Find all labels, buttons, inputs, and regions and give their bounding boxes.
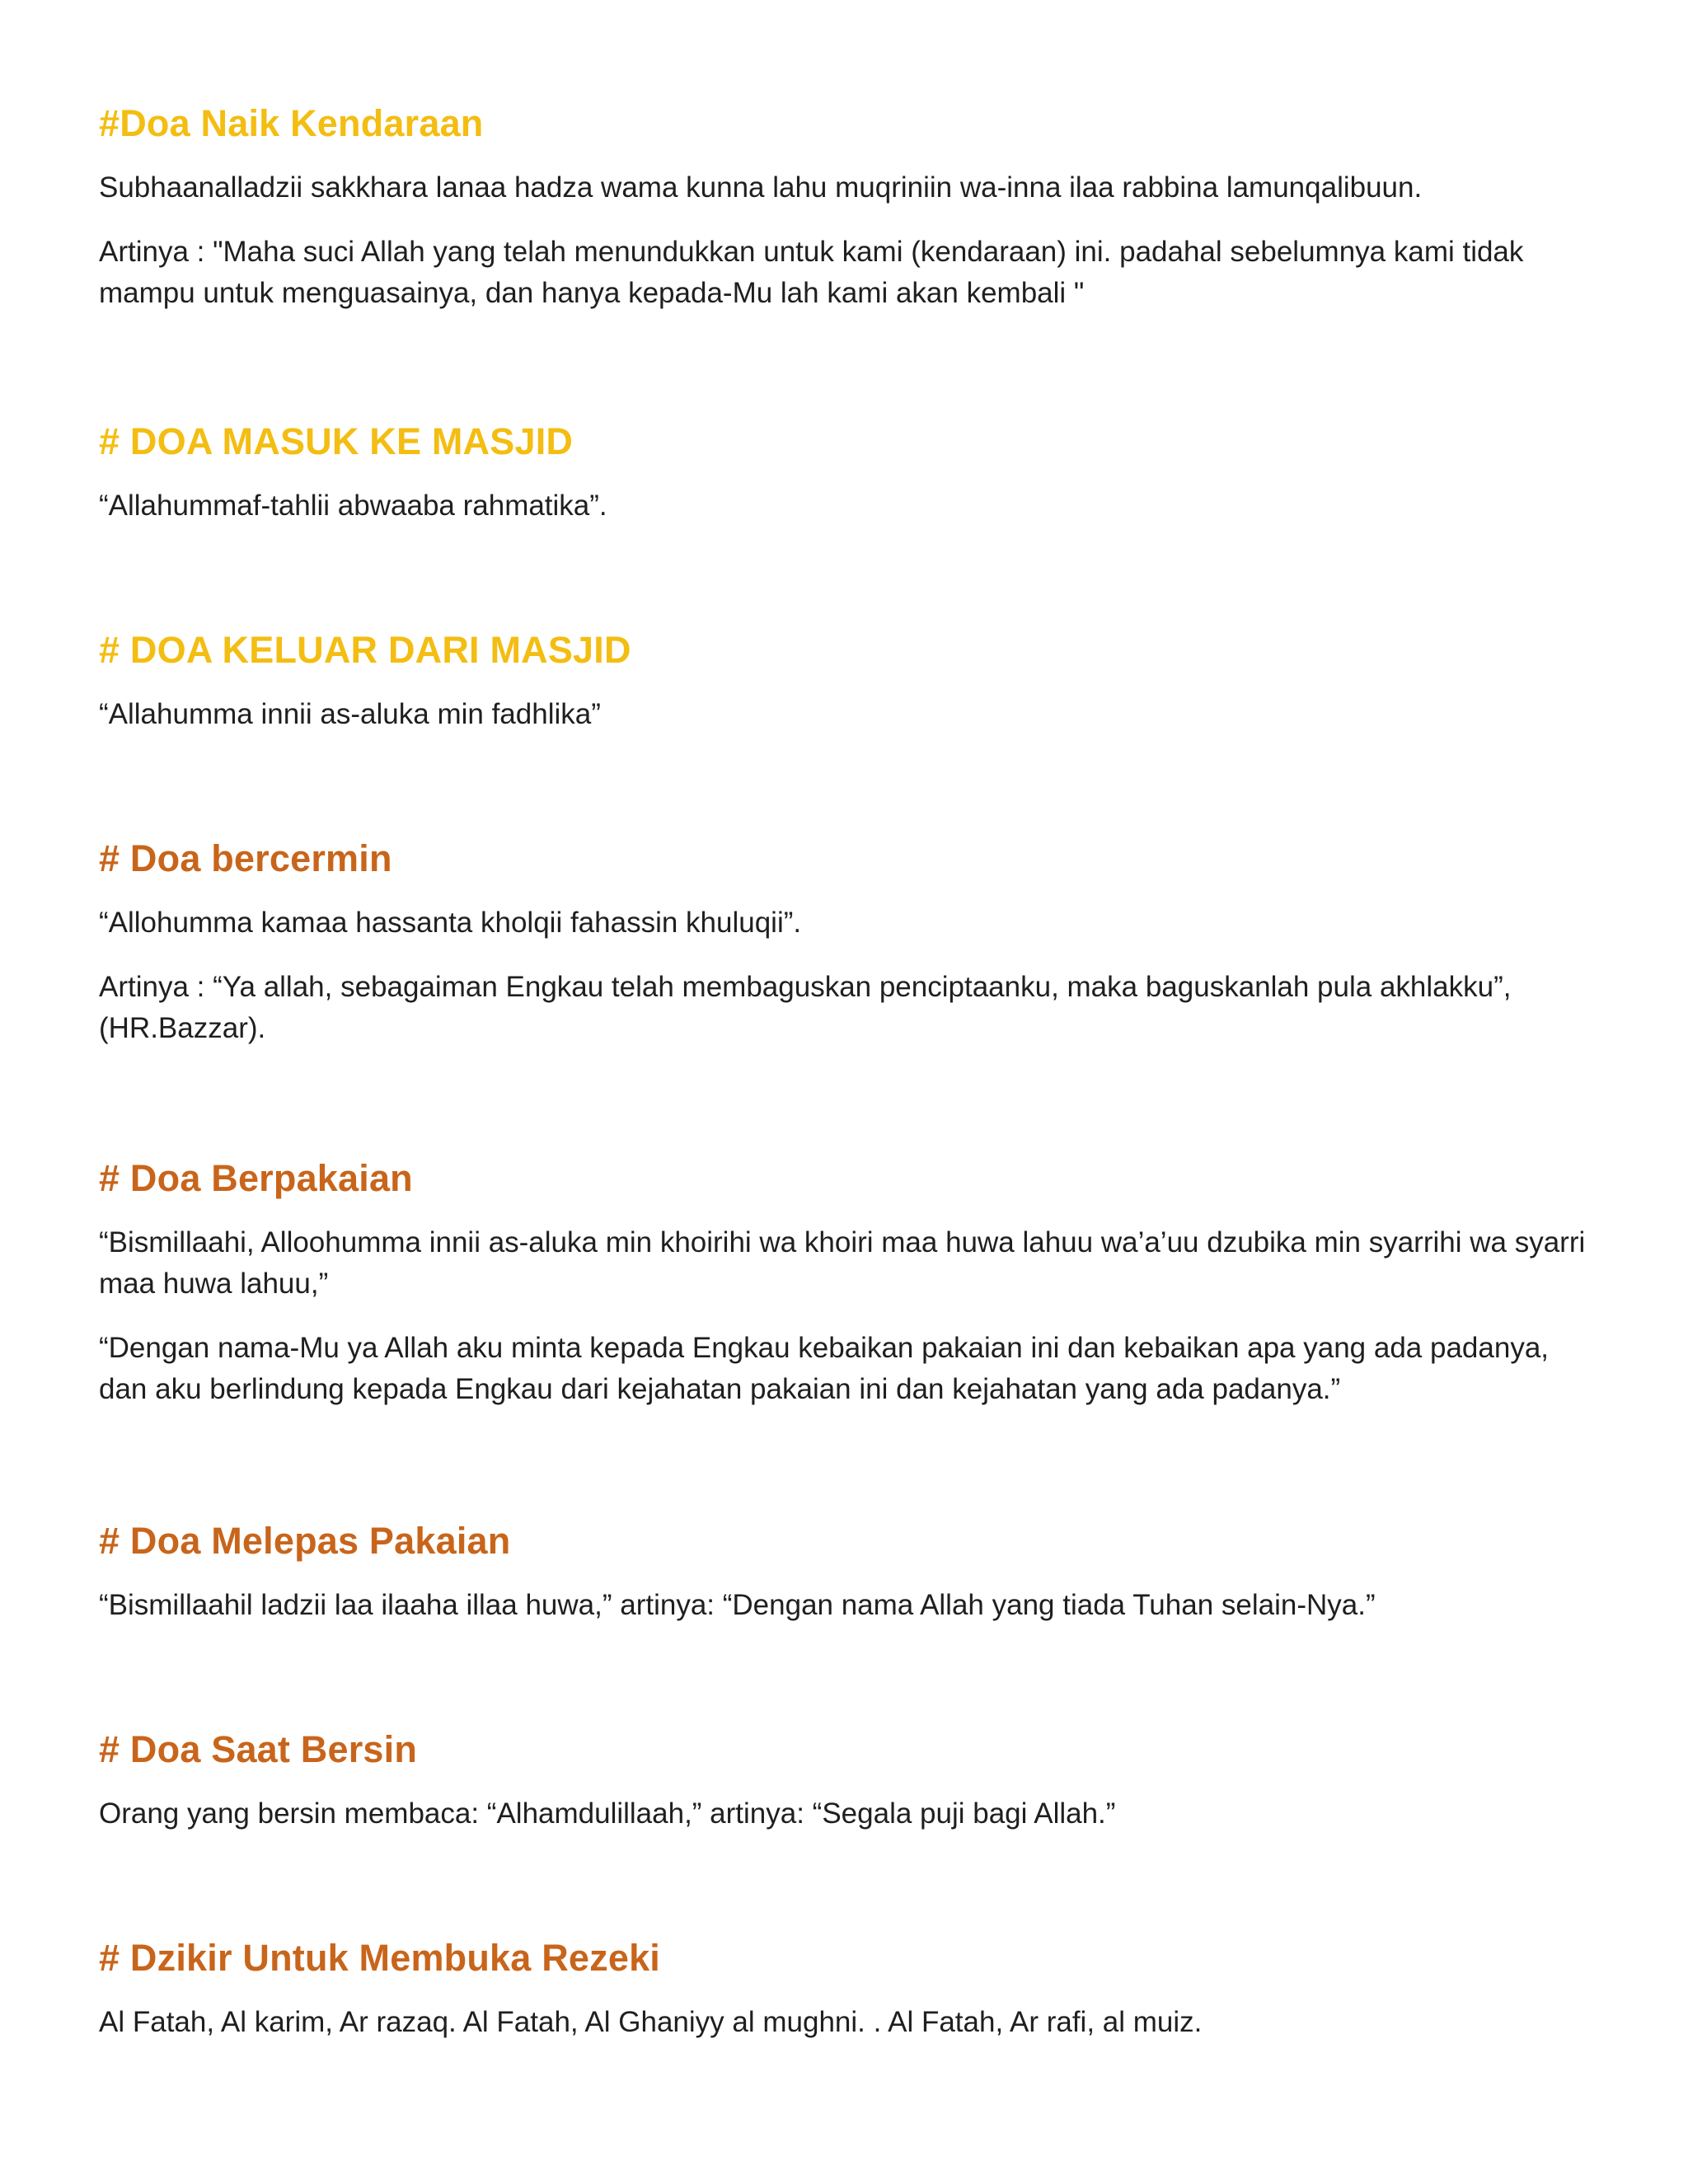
section-doa-keluar-masjid — [99, 626, 1591, 735]
section-heading: # DOA KELUAR DARI MASJID — [99, 629, 631, 671]
section-paragraph: “Allahummaf-tahlii abwaaba rahmatika”. — [99, 490, 607, 522]
section-paragraph: Orang yang bersin membaca: “Alhamdulillaah,” artinya: “Segala puji bagi Allah.” — [99, 1797, 1116, 1830]
section-heading: # Dzikir Untuk Membuka Rezeki — [99, 1937, 660, 1979]
section-paragraph: Artinya : “Ya allah, sebagaiman Engkau telah membaguskan penciptaanku, maka baguskanlah pula akhlakku”, (HR.Bazzar). — [99, 971, 1512, 1044]
section-paragraph: “Bismillaahil ladzii laa ilaaha illaa huwa,” artinya: “Dengan nama Allah yang tiada Tuhan selain-Nya.” — [99, 1589, 1376, 1621]
section-paragraph: Subhaanalladzii sakkhara lanaa hadza wama kunna lahu muqriniin wa-inna ilaa rabbina lamunqalibuun. — [99, 171, 1423, 204]
section-paragraph: “Bismillaahi, Alloohumma innii as-aluka min khoirihi wa khoiri maa huwa lahuu wa’a’uu dzubika min syarrihi wa syarri maa huwa lahuu,” — [99, 1226, 1586, 1300]
section-doa-masuk-masjid — [99, 418, 1591, 527]
section-doa-saat-bersin — [99, 1726, 1591, 1835]
section-heading: # DOA MASUK KE MASJID — [99, 420, 574, 462]
section-doa-bercermin — [99, 835, 1591, 1049]
section-heading: # Doa bercermin — [99, 837, 392, 879]
section-doa-berpakaian — [99, 1155, 1591, 1410]
section-heading: # Doa Melepas Pakaian — [99, 1520, 511, 1562]
section-heading: #Doa Naik Kendaraan — [99, 102, 484, 144]
section-paragraph: Al Fatah, Al karim, Ar razaq. Al Fatah, Al Ghaniyy al mughni. . Al Fatah, Ar rafi, al muiz. — [99, 2006, 1203, 2038]
section-paragraph: “Dengan nama-Mu ya Allah aku minta kepada Engkau kebaikan pakaian ini dan kebaikan apa yang ada padanya, dan aku berlindung kepada Engkau dari kejahatan pakaian ini dan kejahatan yang ada padanya.” — [99, 1332, 1550, 1405]
section-paragraph: Artinya : "Maha suci Allah yang telah menundukkan untuk kami (kendaraan) ini. padahal sebelumnya kami tidak mampu untuk menguasainya, dan hanya kepada-Mu lah kami akan kembali " — [99, 236, 1524, 309]
section-heading: # Doa Saat Bersin — [99, 1728, 418, 1770]
section-dzikir-membuka-rezeki — [99, 1934, 1591, 2043]
section-doa-naik-kendaraan — [99, 100, 1591, 314]
section-doa-melepas-pakaian — [99, 1517, 1591, 1626]
section-paragraph: “Allohumma kamaa hassanta kholqii fahassin khuluqii”. — [99, 907, 802, 939]
section-paragraph: “Allahumma innii as-aluka min fadhlika” — [99, 698, 601, 730]
section-heading: # Doa Berpakaian — [99, 1157, 413, 1199]
